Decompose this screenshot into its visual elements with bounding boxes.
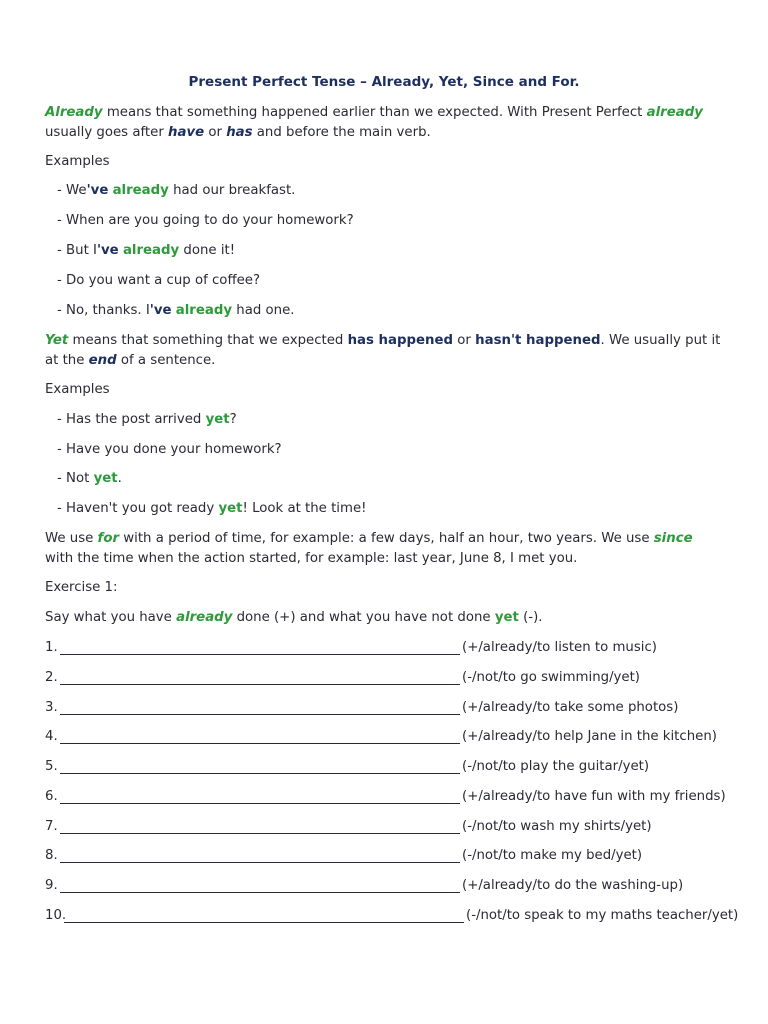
item-number: 8.: [45, 848, 58, 863]
example-sentence: - Has the post arrived yet?: [57, 412, 237, 427]
item-number: 6.: [45, 789, 58, 804]
item-number: 3.: [45, 700, 58, 715]
keyword-already: already: [646, 105, 703, 120]
already-definition: Already means that something happened earlier than we expected. With Present Perfect already usually goes after have or has and before the main verb.: [45, 105, 703, 140]
exercise-instruction: Say what you have already done (+) and what you have not done yet (-).: [45, 610, 543, 625]
example-sentence: - Haven't you got ready yet! Look at the time!: [57, 501, 367, 516]
keyword-has: has: [226, 125, 253, 140]
item-number: 10.: [45, 908, 67, 923]
for-since-explanation: We use for with a period of time, for example: a few days, half an hour, two years. We use since with the time when the action started, for example: last year, June 8, I met you.: [45, 531, 693, 566]
example-sentence: - We've already had our breakfast.: [57, 183, 296, 198]
answer-blank[interactable]: [64, 910, 464, 923]
item-number: 1.: [45, 640, 58, 655]
example-sentence: - When are you going to do your homework?: [57, 213, 354, 228]
answer-blank[interactable]: [60, 672, 460, 685]
answer-blank[interactable]: [60, 702, 460, 715]
example-sentence: - But I've already done it!: [57, 243, 236, 258]
item-hint: (+/already/to take some photos): [462, 700, 679, 715]
item-number: 4.: [45, 729, 58, 744]
examples-label: Examples: [45, 382, 110, 397]
keyword-for: for: [97, 531, 120, 546]
answer-blank[interactable]: [60, 642, 460, 655]
page-title: Present Perfect Tense – Already, Yet, Since and For.: [188, 74, 580, 90]
item-hint: (+/already/to have fun with my friends): [462, 789, 726, 804]
yet-definition: Yet means that something that we expected has happened or hasn't happened. We usually put it at the end of a sentence.: [45, 333, 721, 368]
exercise-label: Exercise 1:: [45, 580, 118, 595]
example-sentence: - Have you done your homework?: [57, 442, 282, 457]
keyword-since: since: [653, 531, 693, 546]
item-hint: (-/not/to make my bed/yet): [462, 848, 643, 863]
item-hint: (-/not/to speak to my maths teacher/yet): [466, 908, 739, 923]
item-hint: (+/already/to listen to music): [462, 640, 657, 655]
item-hint: (+/already/to do the washing-up): [462, 878, 684, 893]
item-number: 2.: [45, 670, 58, 685]
item-hint: (+/already/to help Jane in the kitchen): [462, 729, 717, 744]
keyword-hasnt-happened: hasn't happened: [475, 333, 601, 348]
answer-blank[interactable]: [60, 880, 460, 893]
item-hint: (-/not/to play the guitar/yet): [462, 759, 650, 774]
item-hint: (-/not/to go swimming/yet): [462, 670, 640, 685]
answer-blank[interactable]: [60, 731, 460, 744]
item-hint: (-/not/to wash my shirts/yet): [462, 819, 652, 834]
answer-blank[interactable]: [60, 850, 460, 863]
keyword-yet: Yet: [45, 333, 69, 348]
example-sentence: - Not yet.: [57, 471, 122, 486]
keyword-end: end: [88, 353, 117, 368]
example-sentence: - Do you want a cup of coffee?: [57, 273, 261, 288]
keyword-have: have: [168, 125, 205, 140]
examples-label: Examples: [45, 154, 110, 169]
item-number: 9.: [45, 878, 58, 893]
example-sentence: - No, thanks. I've already had one.: [57, 303, 295, 318]
item-number: 7.: [45, 819, 58, 834]
keyword-has-happened: has happened: [347, 333, 454, 348]
item-number: 5.: [45, 759, 58, 774]
answer-blank[interactable]: [60, 821, 460, 834]
answer-blank[interactable]: [60, 791, 460, 804]
answer-blank[interactable]: [60, 761, 460, 774]
keyword-already: Already: [45, 105, 103, 120]
